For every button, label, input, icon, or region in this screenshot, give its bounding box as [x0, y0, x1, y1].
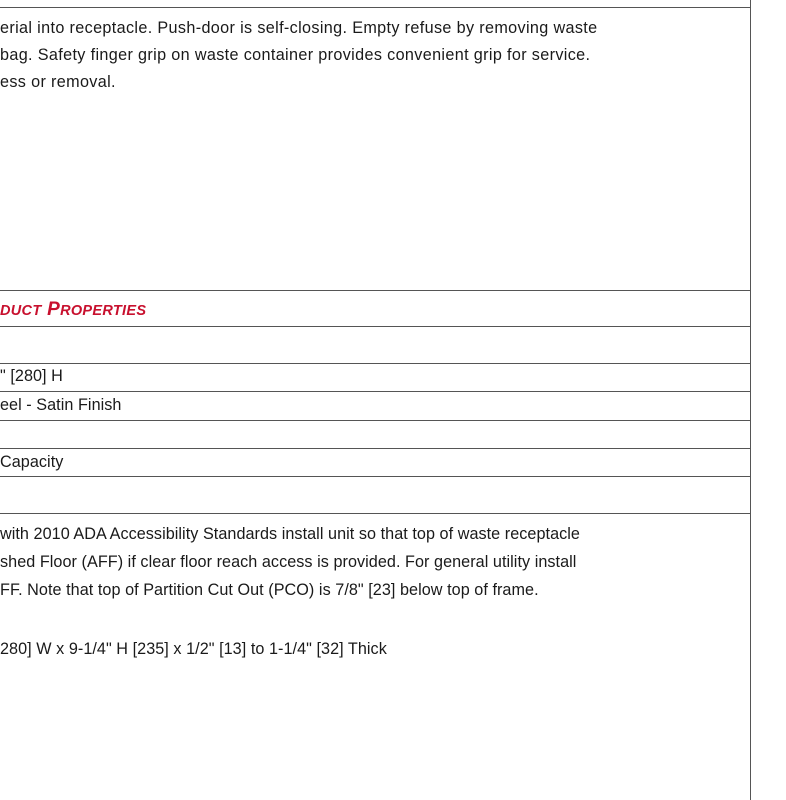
description-line-1: erial into receptacle. Push-door is self-closing. Empty refuse by removing waste	[0, 19, 598, 37]
partition-cutout-dimensions: 280] W x 9-1/4" H [235] x 1/2" [13] to 1-1/4" [32] Thick	[0, 640, 387, 658]
top-rule	[0, 7, 750, 8]
heading-word-1: DUCT	[0, 303, 42, 319]
installation-line-2: shed Floor (AFF) if clear floor reach access is provided. For general utility install	[0, 553, 577, 571]
product-properties-heading	[0, 299, 146, 321]
properties-rule-6	[0, 476, 750, 477]
property-row-capacity: Capacity	[0, 453, 64, 471]
properties-rule-5	[0, 448, 750, 449]
properties-rule-3	[0, 391, 750, 392]
installation-line-1: with 2010 ADA Accessibility Standards install unit so that top of waste receptacle	[0, 525, 580, 543]
properties-rule-7	[0, 513, 750, 514]
properties-rule-1	[0, 326, 750, 327]
property-row-material: eel - Satin Finish	[0, 396, 122, 414]
property-row-height: " [280] H	[0, 367, 63, 385]
heading-word-2: ROPERTIES	[60, 303, 147, 319]
properties-rule-4	[0, 420, 750, 421]
heading-cap-2: P	[47, 299, 61, 320]
description-line-3: ess or removal.	[0, 73, 116, 91]
section-rule-top	[0, 290, 750, 291]
description-line-2: bag. Safety finger grip on waste container provides convenient grip for service.	[0, 46, 591, 64]
properties-rule-2	[0, 363, 750, 364]
installation-line-3: FF. Note that top of Partition Cut Out (PCO) is 7/8" [23] below top of frame.	[0, 581, 539, 599]
